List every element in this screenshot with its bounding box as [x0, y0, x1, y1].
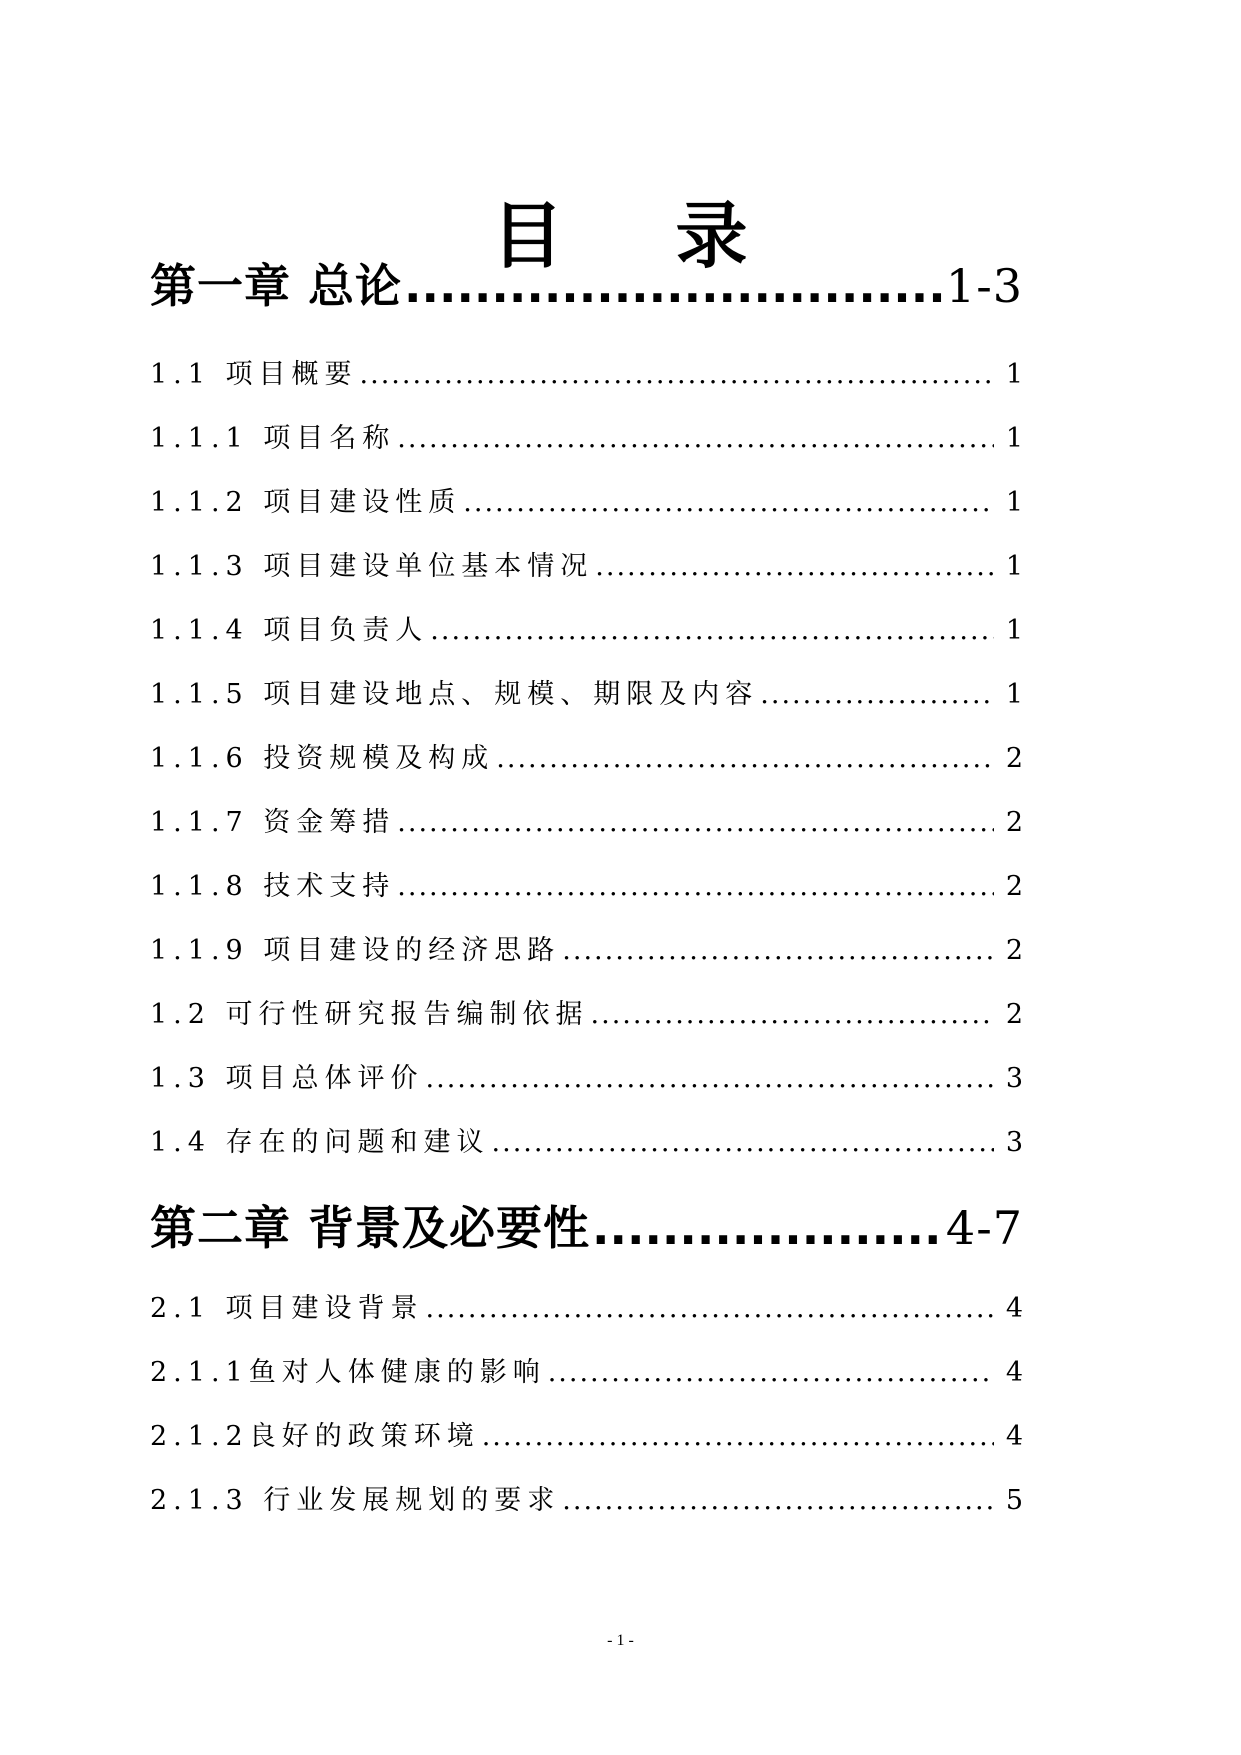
toc-leader — [496, 743, 994, 774]
toc-page: 1-3 — [945, 259, 1023, 313]
toc-entry[interactable] — [150, 800, 1023, 839]
toc-leader — [430, 615, 994, 646]
toc-entry[interactable] — [150, 480, 1023, 519]
toc-page: 4 — [1005, 1357, 1023, 1388]
toc-leader — [760, 679, 994, 710]
toc-page: 2 — [1005, 871, 1023, 902]
toc-entry[interactable] — [150, 736, 1023, 775]
toc-label: 1.1.9 项目建设的经济思路 — [150, 935, 561, 966]
toc-leader — [592, 1201, 944, 1255]
toc-label: 1.1.6 投资规模及构成 — [150, 743, 495, 774]
toc-page: 2 — [1005, 807, 1023, 838]
toc-entry[interactable] — [150, 672, 1023, 711]
toc-entry[interactable] — [150, 352, 1023, 391]
toc-leader — [492, 1127, 994, 1158]
toc-page: 3 — [1005, 1063, 1023, 1094]
toc-page: 4 — [1005, 1293, 1023, 1324]
toc-entry[interactable] — [150, 864, 1023, 903]
toc-entry[interactable] — [150, 1414, 1023, 1453]
toc-page: 1 — [1005, 359, 1023, 390]
toc-entry[interactable] — [150, 1350, 1023, 1389]
toc-label: 1.1.1 项目名称 — [150, 423, 396, 454]
toc-entry[interactable] — [150, 928, 1023, 967]
toc-page: 2 — [1005, 743, 1023, 774]
toc-leader — [426, 1063, 994, 1094]
toc-entry[interactable] — [150, 1056, 1023, 1095]
toc-entry[interactable] — [150, 416, 1023, 455]
toc-label: 2.1.3 行业发展规划的要求 — [150, 1485, 561, 1516]
toc-leader — [404, 259, 944, 313]
toc-label: 1.2 可行性研究报告编制依据 — [150, 999, 589, 1030]
toc-label: 第二章 背景及必要性 — [150, 1201, 591, 1255]
toc-label: 1.1.5 项目建设地点、规模、期限及内容 — [150, 679, 759, 710]
toc-leader — [562, 1485, 994, 1516]
toc-leader — [591, 999, 994, 1030]
toc-page: 2 — [1005, 999, 1023, 1030]
toc-label: 1.1.3 项目建设单位基本情况 — [150, 551, 594, 582]
toc-page: 1 — [1005, 615, 1023, 646]
toc-page: 1 — [1005, 679, 1023, 710]
toc-leader — [548, 1357, 994, 1388]
toc-entry[interactable] — [150, 544, 1023, 583]
toc-page: 3 — [1005, 1127, 1023, 1158]
toc-label: 1.3 项目总体评价 — [150, 1063, 424, 1094]
page-number: - 1 - — [607, 1632, 634, 1649]
toc-page: 1 — [1005, 487, 1023, 518]
toc-entry[interactable] — [150, 1478, 1023, 1517]
toc-label: 2.1.1鱼对人体健康的影响 — [150, 1357, 546, 1388]
toc-entry[interactable] — [150, 1120, 1023, 1159]
toc-leader — [463, 487, 994, 518]
toc-leader — [397, 807, 994, 838]
toc-label: 1.1.4 项目负责人 — [150, 615, 429, 646]
title-char-1: 目 — [491, 194, 566, 278]
toc-label: 2.1.2良好的政策环境 — [150, 1421, 480, 1452]
toc-page: 2 — [1005, 935, 1023, 966]
toc-leader — [426, 1293, 994, 1324]
toc-label: 第一章 总论 — [150, 259, 403, 313]
toc-chapter-1[interactable] — [150, 250, 1023, 316]
toc-leader — [595, 551, 994, 582]
toc-label: 2.1 项目建设背景 — [150, 1293, 424, 1324]
toc-page: 4-7 — [945, 1201, 1023, 1255]
toc-page: 1 — [1005, 423, 1023, 454]
toc-label: 1.1.8 技术支持 — [150, 871, 396, 902]
toc-page: 4 — [1005, 1421, 1023, 1452]
toc-entry[interactable] — [150, 608, 1023, 647]
toc-page: 5 — [1005, 1485, 1023, 1516]
title-char-2: 录 — [675, 194, 750, 278]
toc-label: 1.4 存在的问题和建议 — [150, 1127, 490, 1158]
toc-label: 1.1.2 项目建设性质 — [150, 487, 462, 518]
toc-label: 1.1 项目概要 — [150, 359, 358, 390]
toc-label: 1.1.7 资金筹措 — [150, 807, 396, 838]
toc-entry[interactable] — [150, 1286, 1023, 1325]
toc-chapter-2[interactable] — [150, 1192, 1023, 1258]
toc-leader — [562, 935, 994, 966]
toc-leader — [397, 423, 994, 454]
toc-leader — [360, 359, 994, 390]
toc-page: 1 — [1005, 551, 1023, 582]
toc-leader — [397, 871, 994, 902]
toc-leader — [482, 1421, 994, 1452]
toc-entry[interactable] — [150, 992, 1023, 1031]
